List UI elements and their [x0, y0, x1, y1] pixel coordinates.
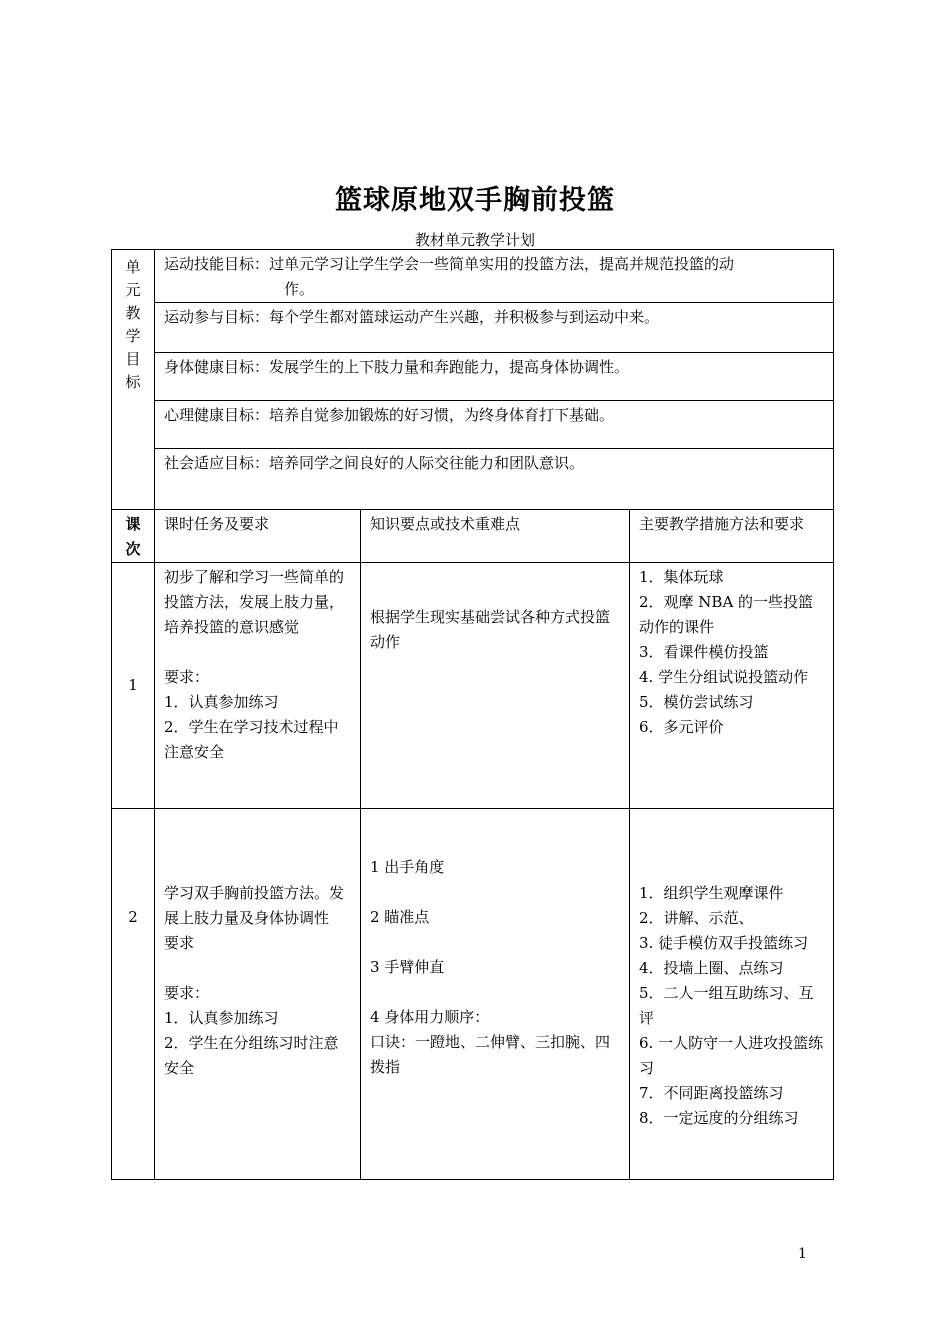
- goal-physical-health: [155, 353, 834, 401]
- goal-motor-skill: [155, 250, 834, 303]
- table-header-row: [112, 510, 834, 563]
- knowledge-line: 2 瞄准点: [370, 908, 430, 926]
- lesson-number: 1: [112, 563, 155, 809]
- knowledge-line: 根据学生现实基础尝试各种方式投篮动作: [370, 608, 611, 651]
- method-line: 5．二人一组互助练习、互评: [639, 984, 814, 1027]
- goal-text: 每个学生都对篮球运动产生兴趣，并积极参与到运动中来。: [269, 308, 660, 326]
- task-line: 初步了解和学习一些简单的投篮方法，发展上肢力量，培养投篮的意识感觉: [164, 568, 345, 636]
- goal-label: 社会适应目标：: [164, 454, 270, 472]
- knowledge-line: 口诀：一蹬地、二伸臂、三扣腕、四拨指: [370, 1033, 611, 1076]
- task-line: 2．学生在分组练习时注意安全: [164, 1034, 339, 1077]
- knowledge-blank-line: [370, 980, 621, 1005]
- side-char: 教: [125, 304, 141, 322]
- header-knowledge: 知识要点或技术重难点: [361, 510, 630, 563]
- knowledge-line: 1 出手角度: [370, 858, 445, 876]
- header-lesson-no-char: 次: [125, 540, 141, 558]
- task-blank-line: [164, 640, 352, 665]
- method-line: 1．集体玩球: [639, 568, 724, 586]
- task-line: 要求: [164, 934, 195, 952]
- goal-text: 培养自觉参加锻炼的好习惯，为终身体育打下基础。: [269, 406, 615, 424]
- method-line: 3. 徒手模仿双手投篮练习: [639, 934, 809, 952]
- page-number: 1: [798, 1246, 807, 1262]
- lesson-task: [155, 563, 361, 809]
- task-line: 1．认真参加练习: [164, 693, 279, 711]
- side-char: 单: [125, 258, 141, 276]
- goal-text: 发展学生的上下肢力量和奔跑能力，提高身体协调性。: [269, 358, 630, 376]
- goals-side-label: [112, 250, 155, 510]
- task-line: 1．认真参加练习: [164, 1009, 279, 1027]
- goal-text: 过单元学习让学生学会一些简单实用的投篮方法，提高并规范投篮的动: [269, 255, 735, 273]
- lesson-knowledge: [361, 809, 630, 1180]
- header-lesson-no: [112, 510, 155, 563]
- method-line: 6. 一人防守一人进攻投篮练习: [639, 1034, 824, 1077]
- header-methods: 主要教学措施方法和要求: [630, 510, 834, 563]
- method-line: 6．多元评价: [639, 718, 724, 736]
- goal-text-continued: 作。: [284, 280, 315, 298]
- goal-label: 运动参与目标：: [164, 308, 270, 326]
- lesson-knowledge: [361, 563, 630, 809]
- knowledge-line: 4 身体用力顺序：: [370, 1008, 490, 1026]
- task-line: 学习双手胸前投篮方法。发展上肢力量及身体协调性: [164, 884, 345, 927]
- knowledge-line: 3 手臂伸直: [370, 958, 445, 976]
- knowledge-blank-line: [370, 930, 621, 955]
- method-line: 8．一定远度的分组练习: [639, 1109, 799, 1127]
- task-blank-line: [164, 956, 352, 981]
- method-line: 1．组织学生观摩课件: [639, 884, 784, 902]
- goal-label: 心理健康目标：: [164, 406, 270, 424]
- method-line: 4. 学生分组试说投篮动作: [639, 668, 809, 686]
- goal-participation: [155, 303, 834, 353]
- header-lesson-no-char: 课: [125, 515, 141, 533]
- side-char: 学: [125, 327, 141, 345]
- task-line: 要求：: [164, 668, 210, 686]
- goal-label: 运动技能目标：: [164, 255, 270, 273]
- method-line: 2．讲解、示范、: [639, 909, 754, 927]
- side-char: 目: [125, 350, 141, 368]
- method-line: 4．投墙上圈、点练习: [639, 959, 784, 977]
- side-char: 标: [125, 373, 141, 391]
- task-line: 要求：: [164, 984, 210, 1002]
- method-line: 2．观摩 NBA 的一些投篮动作的课件: [639, 593, 814, 636]
- method-line: 7．不同距离投篮练习: [639, 1084, 784, 1102]
- document-subtitle: 教材单元教学计划: [414, 231, 535, 249]
- header-task: 课时任务及要求: [155, 510, 361, 563]
- goal-social-adaptation: [155, 449, 834, 510]
- teaching-plan-table: [111, 249, 834, 1180]
- goal-text: 培养同学之间良好的人际交往能力和团队意识。: [269, 454, 585, 472]
- side-char: 元: [125, 281, 141, 299]
- lesson-methods: [630, 563, 834, 809]
- method-line: 5．模仿尝试练习: [639, 693, 754, 711]
- table-row: [112, 809, 834, 1180]
- task-line: 2．学生在学习技术过程中注意安全: [164, 718, 339, 761]
- goal-label: 身体健康目标：: [164, 358, 270, 376]
- lesson-number: 2: [112, 809, 155, 1180]
- method-line: 3．看课件模仿投篮: [639, 643, 769, 661]
- knowledge-blank-line: [370, 880, 621, 905]
- goal-mental-health: [155, 401, 834, 449]
- document-title: 篮球原地双手胸前投篮: [335, 185, 615, 216]
- table-row: [112, 563, 834, 809]
- lesson-task: [155, 809, 361, 1180]
- lesson-methods: [630, 809, 834, 1180]
